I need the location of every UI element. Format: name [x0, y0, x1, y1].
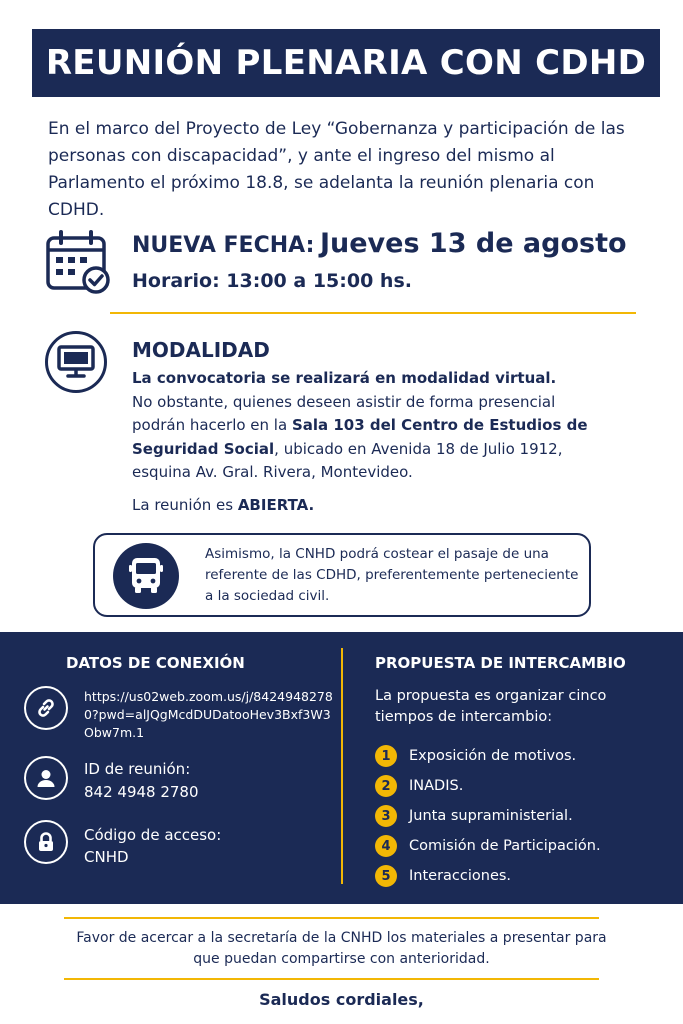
- user-icon: [24, 756, 68, 800]
- footer-divider-bottom: [64, 978, 599, 980]
- step-number-badge: 4: [375, 835, 397, 857]
- title-banner: [32, 29, 660, 97]
- meeting-id-label: ID de reunión:: [84, 760, 191, 778]
- link-icon: [24, 686, 68, 730]
- new-date: [132, 228, 627, 259]
- step-number-badge: 5: [375, 865, 397, 887]
- lock-icon: [24, 820, 68, 864]
- access-code-label: Código de acceso:: [84, 826, 222, 844]
- calendar-icon: [44, 228, 112, 296]
- modality-text-b: , ubicado en Avenida 18 de Julio 1912, esquina Av. Gral. Rivera, Montevideo.: [132, 439, 563, 481]
- transport-note-box: [93, 533, 591, 617]
- step-label: INADIS.: [409, 778, 464, 794]
- step-number-badge: 1: [375, 745, 397, 767]
- footer-divider-top: [64, 917, 599, 919]
- proposal-steps: [375, 741, 601, 891]
- access-code-value[interactable]: CNHD: [84, 848, 129, 866]
- new-date-label: NUEVA FECHA:: [132, 233, 315, 258]
- bus-icon: [113, 543, 179, 609]
- transport-note-text: Asimismo, la CNHD podrá costear el pasaje de una referente de las CDHD, preferentemente perteneciente a la sociedad civil.: [205, 546, 579, 604]
- proposal-step: [375, 741, 601, 771]
- modality-title: MODALIDAD: [132, 338, 270, 362]
- proposal-title: PROPUESTA DE INTERCAMBIO: [375, 654, 626, 672]
- meeting-hours: Horario: 13:00 a 15:00 hs.: [132, 270, 412, 292]
- step-number-badge: 2: [375, 775, 397, 797]
- step-label: Interacciones.: [409, 868, 512, 884]
- proposal-step: [375, 831, 601, 861]
- modality-text-a: No obstante, quienes deseen asistir de forma presencial podrán hacerlo en la: [132, 392, 556, 434]
- step-label: Exposición de motivos.: [409, 748, 577, 764]
- modality-venue: Sala 103 del Centro de Estudios de Seguridad Social: [132, 416, 588, 458]
- proposal-step: [375, 861, 601, 891]
- page-title: REUNIÓN PLENARIA CON CDHD: [45, 43, 647, 83]
- zoom-link[interactable]: https://us02web.zoom.us/j/84249482780?pwd=alJQgMcdDUDatooHev3Bxf3W3Obw7m.1: [84, 689, 333, 740]
- section-divider: [110, 312, 636, 314]
- proposal-step: [375, 771, 601, 801]
- proposal-intro: La propuesta es organizar cinco tiempos de intercambio:: [375, 688, 607, 725]
- closing-greeting: Saludos cordiales,: [259, 990, 424, 1009]
- modality-presencial-text: [132, 391, 602, 485]
- open-meeting-note: [132, 496, 314, 514]
- intro-paragraph: En el marco del Proyecto de Ley “Gobernanza y participación de las personas con discapacidad”, y ante el ingreso del mismo al Parlamento el próximo 18.8, se adelanta la reunión plenaria con CDHD.: [48, 119, 625, 220]
- step-label: Comisión de Participación.: [409, 838, 601, 854]
- footer-note: Favor de acercar a la secretaría de la CNHD los materiales a presentar para que puedan compartirse con anterioridad.: [76, 930, 607, 967]
- meeting-id-value[interactable]: 842 4948 2780: [84, 783, 199, 801]
- info-panel: [0, 632, 683, 904]
- new-date-value: Jueves 13 de agosto: [319, 228, 627, 259]
- monitor-icon: [45, 331, 107, 393]
- open-bold: ABIERTA.: [237, 496, 315, 514]
- modality-virtual-line: La convocatoria se realizará en modalidad virtual.: [132, 369, 557, 387]
- open-prefix: La reunión es: [132, 496, 238, 514]
- step-label: Junta supraministerial.: [409, 808, 573, 824]
- proposal-step: [375, 801, 601, 831]
- panel-divider: [341, 648, 343, 884]
- step-number-badge: 3: [375, 805, 397, 827]
- modality-description: [132, 367, 602, 485]
- connection-title: DATOS DE CONEXIÓN: [66, 654, 245, 672]
